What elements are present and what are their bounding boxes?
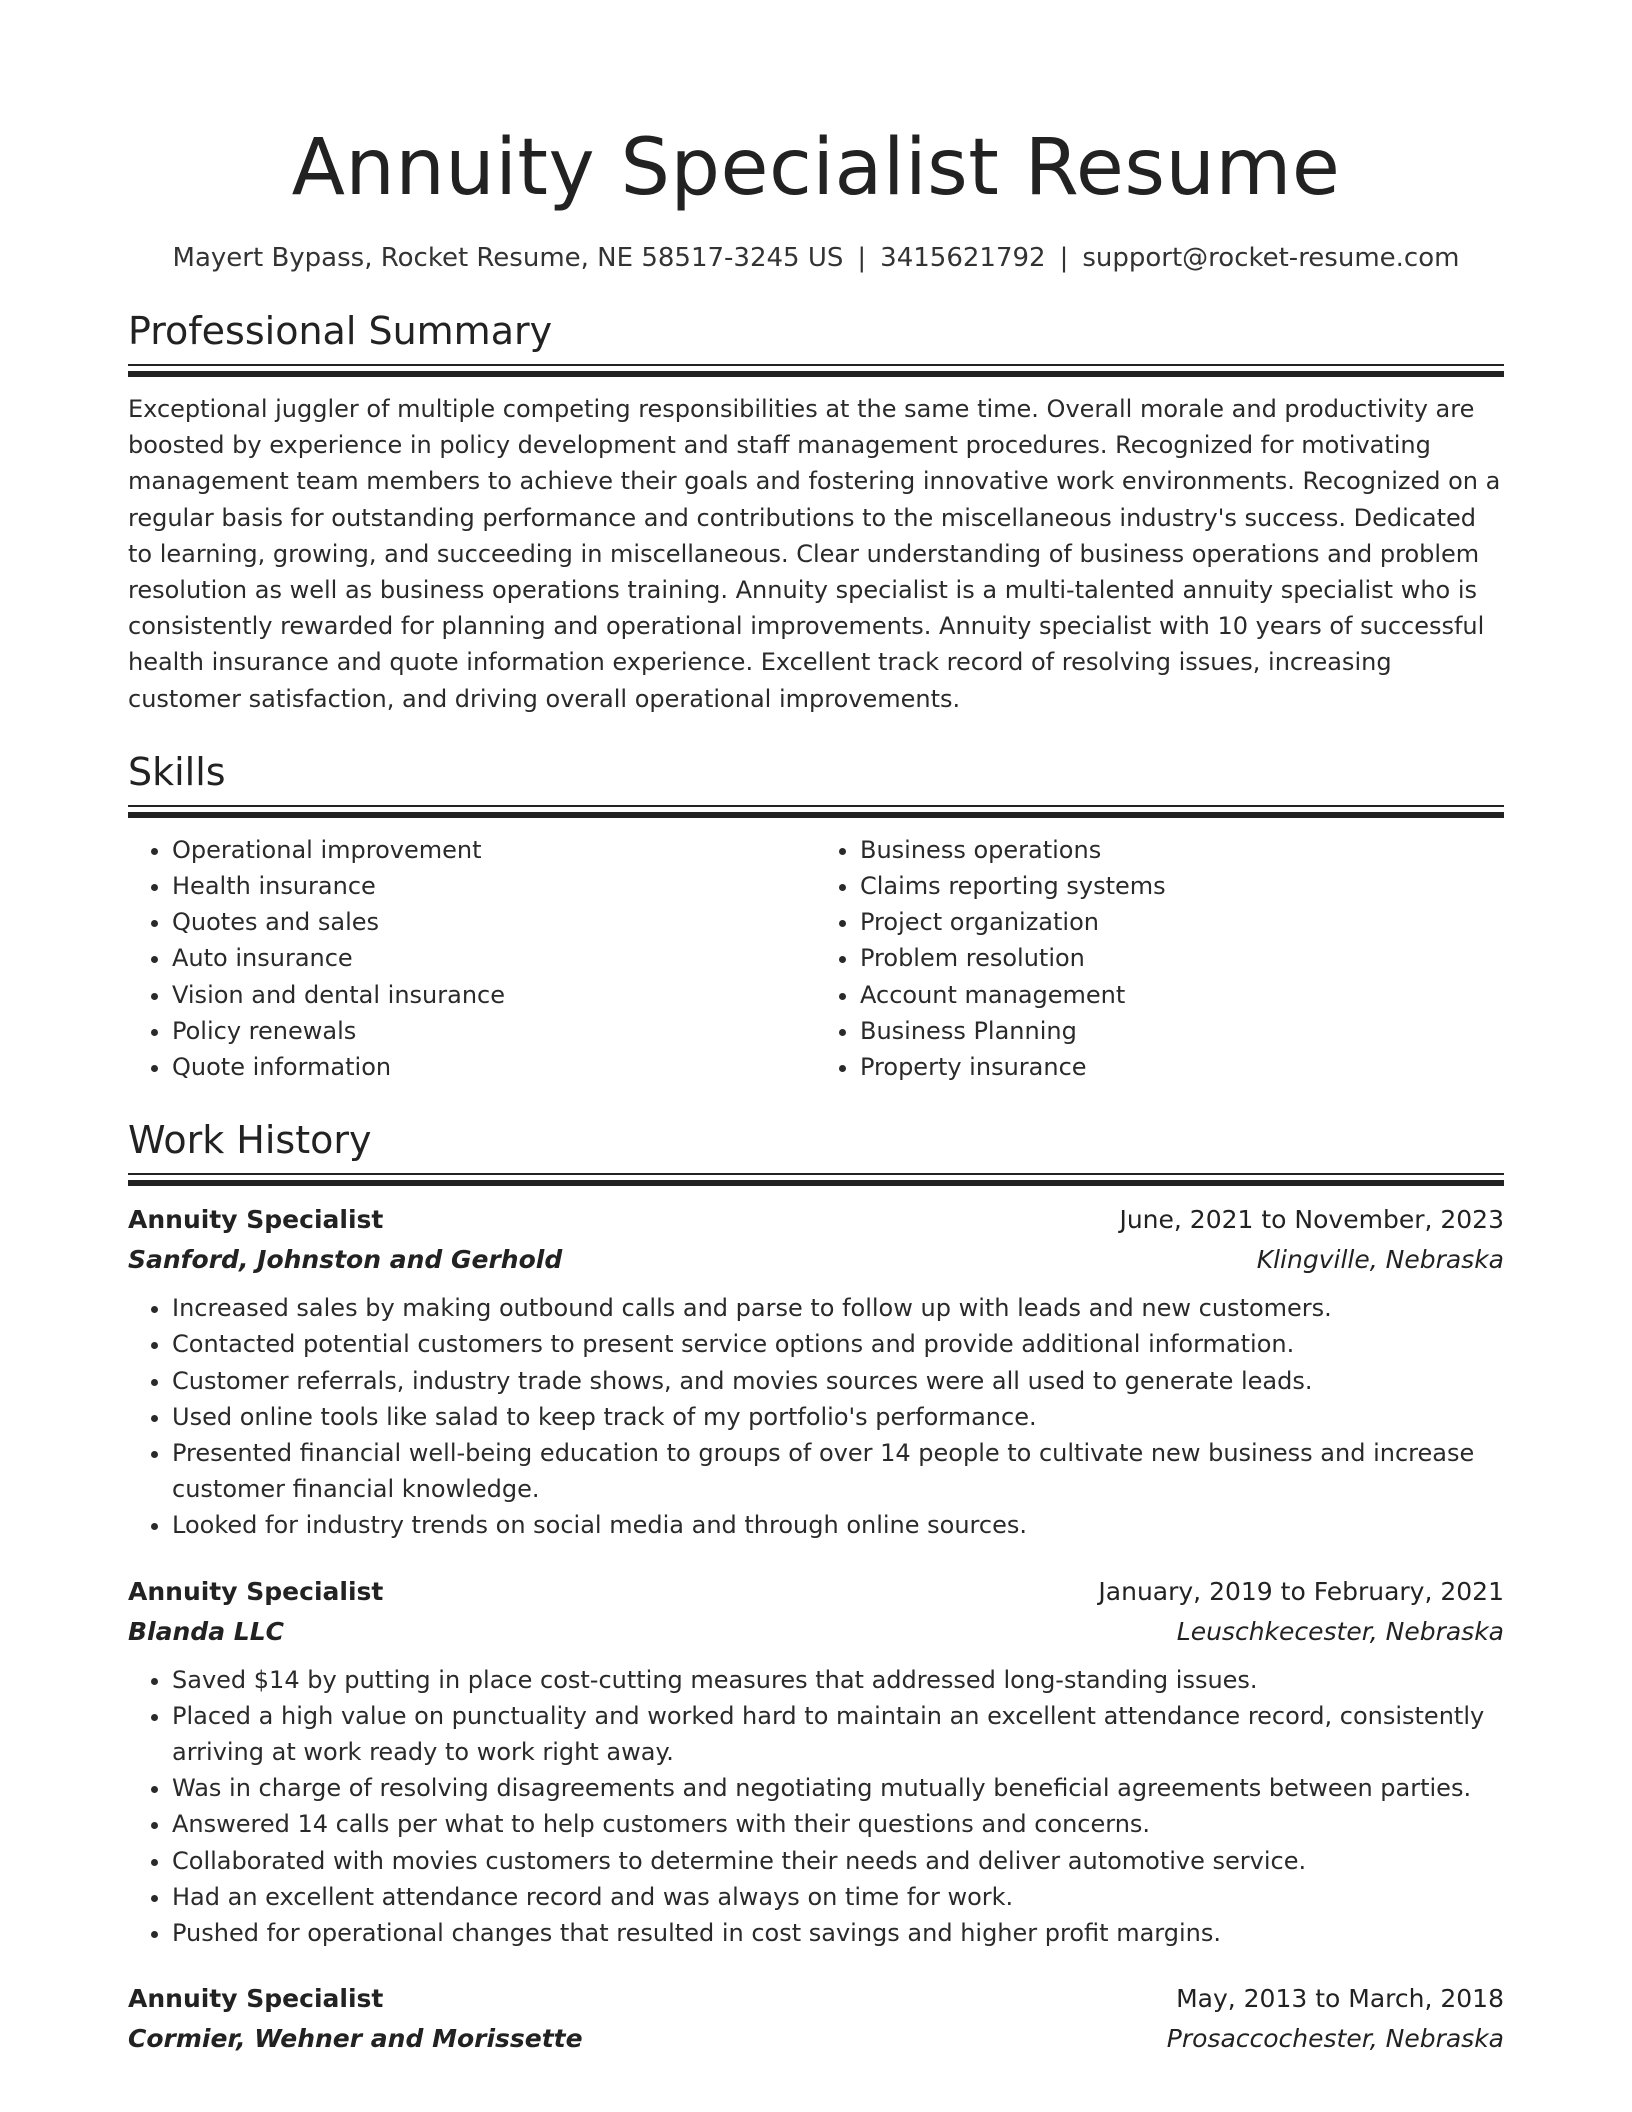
summary-text: Exceptional juggler of multiple competing responsibilities at the same time. Overall morale and productivity are boosted by experience in policy development and staff management procedures. Recognized for motivating management team members to achieve their goals and fostering innovative work environments. Recognized on a regular basis for outstanding performance and contributions to the miscellaneous industry's success. Dedicated to learning, growing, and succeeding in miscellaneous. Clear understanding of business operations and problem resolution as well as business operations training. Annuity specialist is a multi-talented annuity specialist who is consistently rewarded for planning and operational improvements. Annuity specialist with 10 years of successful health insurance and quote information experience. Excellent track record of resolving issues, increasing customer satisfaction, and driving overall operational improvements.	[128, 395, 1501, 713]
job-bullet: • Placed a high value on punctuality and worked hard to maintain an excellent attendance record, consistently arriving at work ready to work right away.	[172, 1698, 1504, 1770]
job-company: Blanda LLC	[128, 1616, 284, 1646]
skill-item: • Quotes and sales	[172, 904, 816, 940]
job-bullet: • Pushed for operational changes that resulted in cost savings and higher profit margins.	[172, 1915, 1504, 1951]
skill-item: • Account management	[860, 977, 1504, 1013]
job-dates: May, 2013 to March, 2018	[1176, 1984, 1504, 2014]
job-dates: January, 2019 to February, 2021	[1098, 1576, 1504, 1606]
summary-section	[128, 306, 1504, 717]
job-bullet: • Had an excellent attendance record and was always on time for work.	[172, 1879, 1504, 1915]
address: Mayert Bypass, Rocket Resume, NE 58517-3245 US	[172, 243, 844, 273]
skill-item: • Problem resolution	[860, 940, 1504, 976]
section-divider	[128, 364, 1504, 377]
section-divider	[128, 805, 1504, 818]
job-bullet: • Contacted potential customers to present service options and provide additional information.	[172, 1326, 1504, 1362]
job-bullet: • Answered 14 calls per what to help customers with their questions and concerns.	[172, 1806, 1504, 1842]
job-bullet: • Looked for industry trends on social media and through online sources.	[172, 1507, 1504, 1543]
separator: |	[1059, 243, 1069, 273]
skill-item: • Vision and dental insurance	[172, 977, 816, 1013]
job-entry	[128, 1572, 1504, 1952]
job-location: Klingville, Nebraska	[1256, 1245, 1504, 1275]
job-bullet: • Used online tools like salad to keep track of my portfolio's performance.	[172, 1399, 1504, 1435]
skill-item: • Property insurance	[860, 1049, 1504, 1085]
section-heading: Work History	[128, 1118, 372, 1163]
skill-item: • Health insurance	[172, 868, 816, 904]
skill-item: • Business Planning	[860, 1013, 1504, 1049]
job-title: Annuity Specialist	[128, 1576, 384, 1606]
job-bullets	[128, 1290, 1504, 1543]
section-heading: Professional Summary	[128, 309, 553, 353]
skill-item: • Auto insurance	[172, 940, 816, 976]
skill-item: • Policy renewals	[172, 1013, 816, 1049]
job-dates: June, 2021 to November, 2023	[1119, 1205, 1504, 1235]
skill-item: • Business operations	[860, 832, 1504, 868]
job-bullets	[128, 1662, 1504, 1952]
skill-item: • Project organization	[860, 904, 1504, 940]
contact-line	[128, 240, 1504, 276]
job-entry	[128, 1979, 1504, 2059]
section-divider	[128, 1173, 1504, 1186]
job-location: Prosaccochester, Nebraska	[1166, 2024, 1504, 2054]
skill-item: • Quote information	[172, 1049, 816, 1085]
page-title: Annuity Specialist Resume	[291, 123, 1341, 213]
job-bullet: • Increased sales by making outbound calls and parse to follow up with leads and new customers.	[172, 1290, 1504, 1326]
job-bullet: • Collaborated with movies customers to determine their needs and deliver automotive service.	[172, 1843, 1504, 1879]
work-history-section	[128, 1115, 1504, 2059]
skills-list	[128, 832, 1504, 1085]
separator: |	[857, 243, 867, 273]
job-title: Annuity Specialist	[128, 1205, 384, 1235]
email: support@rocket-resume.com	[1082, 243, 1460, 273]
job-entry	[128, 1200, 1504, 1543]
job-bullet: • Customer referrals, industry trade shows, and movies sources were all used to generate leads.	[172, 1363, 1504, 1399]
skills-column-right	[816, 832, 1504, 1085]
job-bullet: • Presented financial well-being education to groups of over 14 people to cultivate new business and increase customer financial knowledge.	[172, 1435, 1504, 1507]
job-company: Sanford, Johnston and Gerhold	[128, 1245, 563, 1275]
skills-section	[128, 747, 1504, 1085]
skill-item: • Claims reporting systems	[860, 868, 1504, 904]
skills-column-left	[128, 832, 816, 1085]
job-location: Leuschkecester, Nebraska	[1176, 1616, 1504, 1646]
job-title: Annuity Specialist	[128, 1984, 384, 2014]
job-bullet: • Saved $14 by putting in place cost-cutting measures that addressed long-standing issues.	[172, 1662, 1504, 1698]
phone: 3415621792	[880, 243, 1046, 273]
job-bullet: • Was in charge of resolving disagreements and negotiating mutually beneficial agreements between parties.	[172, 1770, 1504, 1806]
skill-item: • Operational improvement	[172, 832, 816, 868]
job-company: Cormier, Wehner and Morissette	[128, 2024, 583, 2054]
section-heading: Skills	[128, 749, 226, 794]
